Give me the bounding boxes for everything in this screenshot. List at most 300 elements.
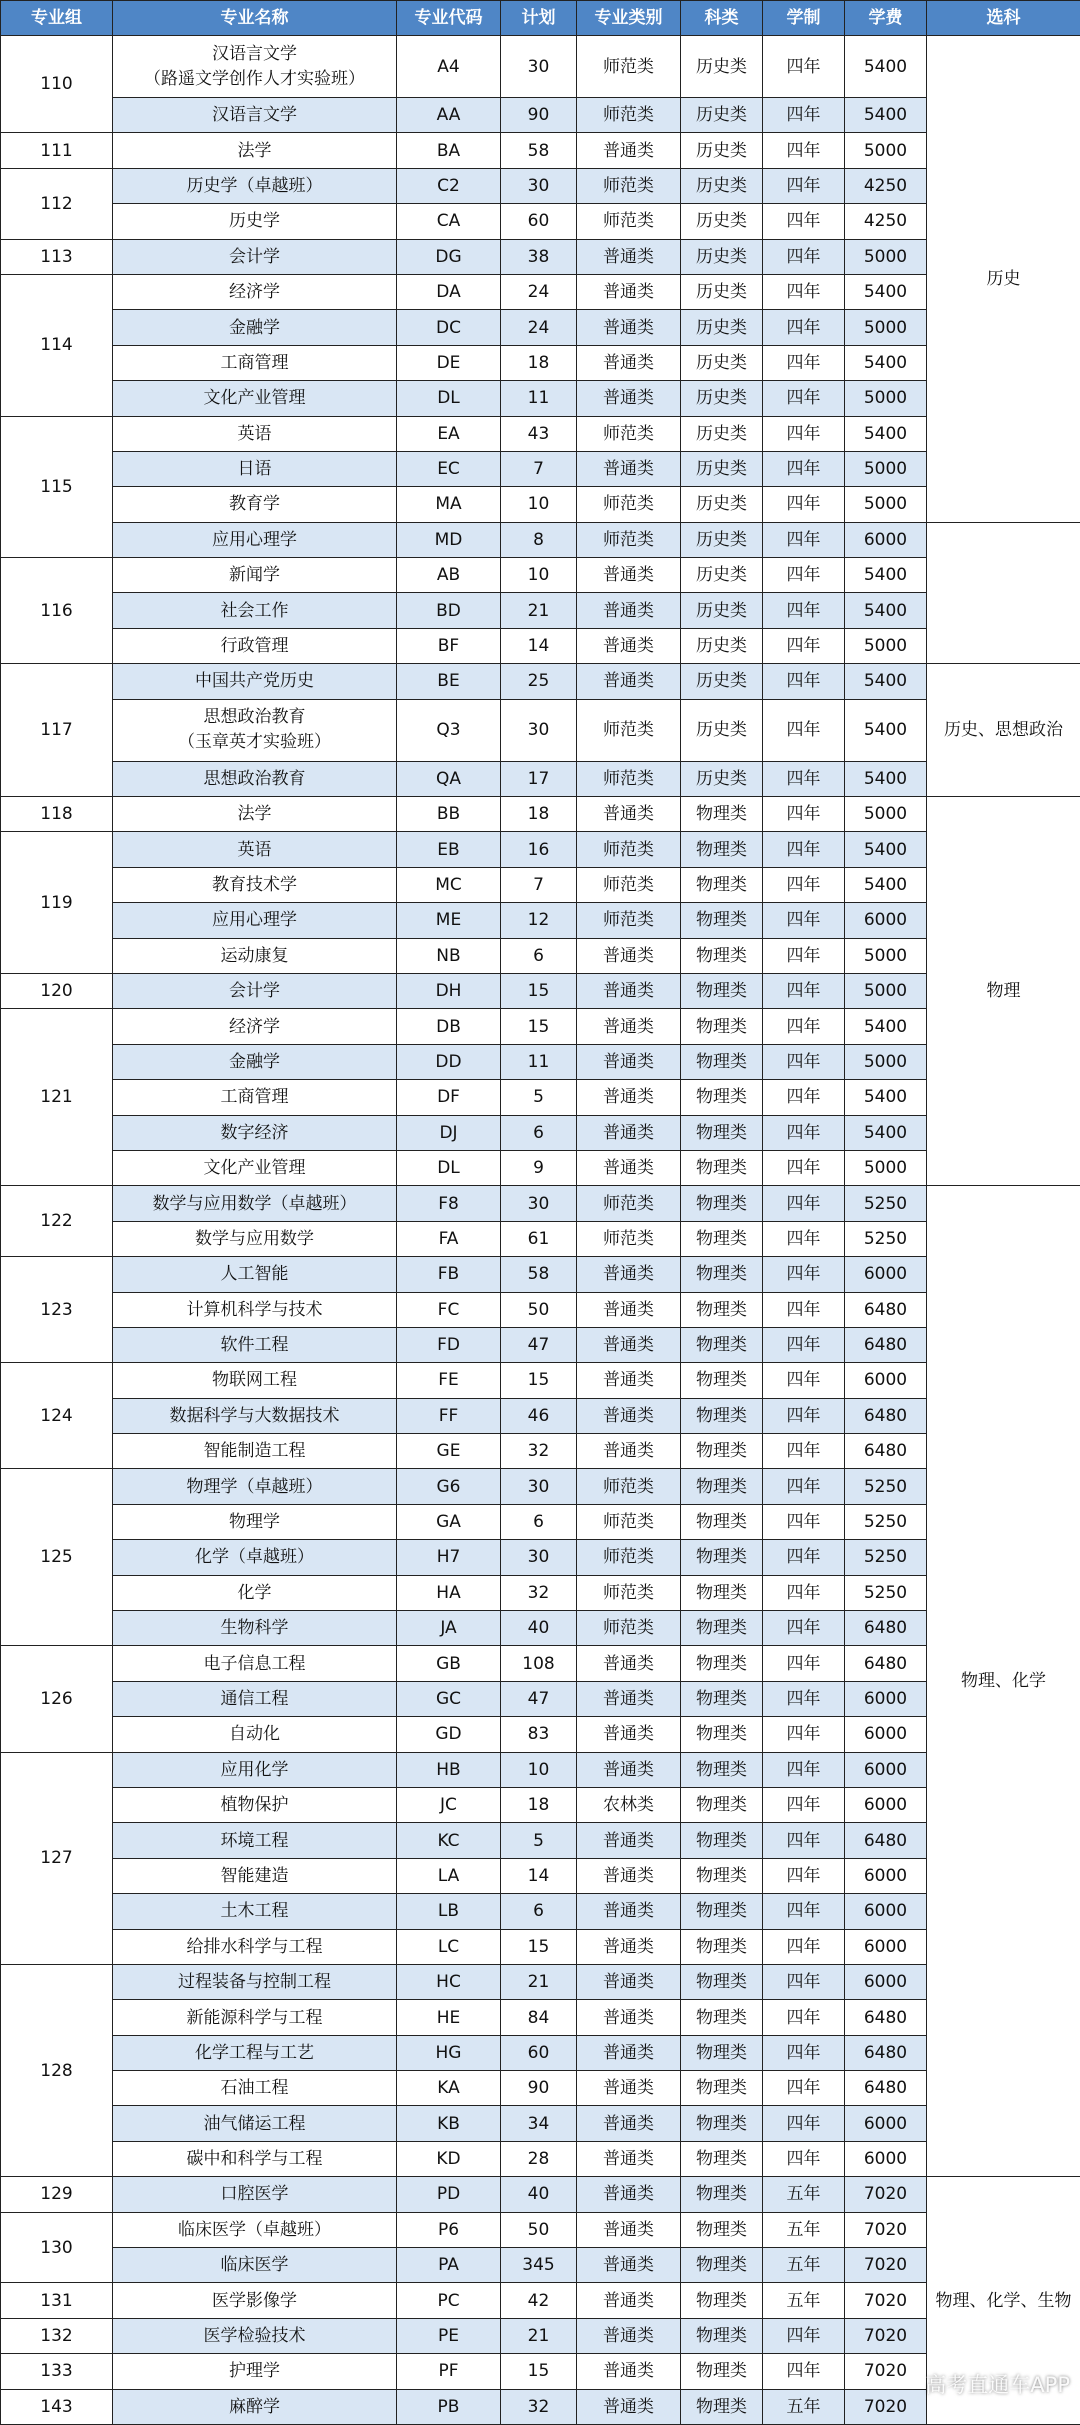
table-row: [1, 1787, 1080, 1822]
group-number-cell: 128: [1, 1964, 113, 2176]
duration-cell: 四年: [763, 903, 845, 938]
subject-type-cell: 物理类: [681, 2354, 763, 2389]
major-code-cell: BD: [397, 593, 501, 628]
table-row: [1, 2177, 1080, 2212]
header-tuition: 学费: [845, 1, 927, 36]
group-number-cell: 118: [1, 797, 113, 832]
major-category-cell: 普通类: [577, 2318, 681, 2353]
major-name-cell: 智能制造工程: [113, 1434, 397, 1469]
major-name-cell: 口腔医学: [113, 2177, 397, 2212]
major-category-cell: 农林类: [577, 1787, 681, 1822]
subject-type-cell: 物理类: [681, 1540, 763, 1575]
duration-cell: 四年: [763, 628, 845, 663]
table-row: [1, 628, 1080, 663]
plan-count-cell: 18: [501, 1787, 577, 1822]
plan-count-cell: 8: [501, 522, 577, 557]
major-code-cell: FC: [397, 1292, 501, 1327]
tuition-cell: 5400: [845, 1115, 927, 1150]
major-code-cell: DG: [397, 239, 501, 274]
table-row: [1, 1398, 1080, 1433]
duration-cell: 四年: [763, 973, 845, 1008]
tuition-cell: 4250: [845, 168, 927, 203]
subject-type-cell: 物理类: [681, 2000, 763, 2035]
group-number-cell: 126: [1, 1646, 113, 1752]
plan-count-cell: 90: [501, 2071, 577, 2106]
group-number-cell: 127: [1, 1752, 113, 1964]
table-row: [1, 2354, 1080, 2389]
major-code-cell: EC: [397, 451, 501, 486]
table-row: [1, 451, 1080, 486]
major-code-cell: KC: [397, 1823, 501, 1858]
major-category-cell: 师范类: [577, 1504, 681, 1539]
duration-cell: 四年: [763, 593, 845, 628]
table-row: [1, 1681, 1080, 1716]
plan-count-cell: 18: [501, 797, 577, 832]
major-code-cell: MC: [397, 867, 501, 902]
subject-type-cell: 物理类: [681, 2106, 763, 2141]
major-name-cell: 日语: [113, 451, 397, 486]
subject-type-cell: 物理类: [681, 1611, 763, 1646]
duration-cell: 四年: [763, 699, 845, 761]
major-category-cell: 普通类: [577, 558, 681, 593]
table-row: [1, 2389, 1080, 2424]
plan-count-cell: 30: [501, 1540, 577, 1575]
major-category-cell: 普通类: [577, 1080, 681, 1115]
major-category-cell: 普通类: [577, 628, 681, 663]
plan-count-cell: 38: [501, 239, 577, 274]
major-category-cell: 师范类: [577, 36, 681, 98]
group-number-cell: 124: [1, 1363, 113, 1469]
table-row: [1, 1717, 1080, 1752]
tuition-cell: 6000: [845, 1257, 927, 1292]
major-name-cell: 医学检验技术: [113, 2318, 397, 2353]
major-category-cell: 普通类: [577, 797, 681, 832]
plan-count-cell: 10: [501, 558, 577, 593]
table-row: [1, 664, 1080, 699]
duration-cell: 五年: [763, 2212, 845, 2247]
major-code-cell: ME: [397, 903, 501, 938]
major-category-cell: 师范类: [577, 832, 681, 867]
plan-count-cell: 9: [501, 1150, 577, 1185]
table-row: [1, 761, 1080, 796]
duration-cell: 四年: [763, 1150, 845, 1185]
group-number-cell: 117: [1, 664, 113, 797]
subject-type-cell: 物理类: [681, 1186, 763, 1221]
table-row: [1, 593, 1080, 628]
subject-type-cell: 物理类: [681, 1823, 763, 1858]
major-name-cell: 数学与应用数学: [113, 1221, 397, 1256]
major-category-cell: 普通类: [577, 239, 681, 274]
major-code-cell: F8: [397, 1186, 501, 1221]
major-code-cell: Q3: [397, 699, 501, 761]
plan-count-cell: 12: [501, 903, 577, 938]
table-row: [1, 867, 1080, 902]
duration-cell: 四年: [763, 2000, 845, 2035]
duration-cell: 四年: [763, 1044, 845, 1079]
subject-type-cell: 物理类: [681, 2035, 763, 2070]
header-major-code: 专业代码: [397, 1, 501, 36]
tuition-cell: 5400: [845, 98, 927, 133]
table-row: [1, 1646, 1080, 1681]
major-category-cell: 普通类: [577, 1327, 681, 1362]
major-code-cell: JA: [397, 1611, 501, 1646]
major-category-cell: 普通类: [577, 1894, 681, 1929]
major-name-cell: 金融学: [113, 1044, 397, 1079]
plan-count-cell: 5: [501, 1080, 577, 1115]
subject-type-cell: 物理类: [681, 1398, 763, 1433]
tuition-cell: 5000: [845, 797, 927, 832]
major-name-cell: 会计学: [113, 973, 397, 1008]
subject-type-cell: 物理类: [681, 1964, 763, 1999]
subject-type-cell: 物理类: [681, 1009, 763, 1044]
major-code-cell: FA: [397, 1221, 501, 1256]
major-name-cell: 护理学: [113, 2354, 397, 2389]
tuition-cell: 5000: [845, 1150, 927, 1185]
major-name-cell: 会计学: [113, 239, 397, 274]
duration-cell: 四年: [763, 1787, 845, 1822]
table-row: [1, 1504, 1080, 1539]
major-name-cell: 金融学: [113, 310, 397, 345]
table-row: [1, 1540, 1080, 1575]
subject-type-cell: 物理类: [681, 1327, 763, 1362]
major-code-cell: DE: [397, 345, 501, 380]
major-category-cell: 普通类: [577, 2248, 681, 2283]
major-name-cell: 教育学: [113, 487, 397, 522]
plan-count-cell: 5: [501, 1823, 577, 1858]
major-name-cell: 土木工程: [113, 1894, 397, 1929]
plan-count-cell: 21: [501, 1964, 577, 1999]
table-row: [1, 1044, 1080, 1079]
table-row: [1, 1929, 1080, 1964]
subject-type-cell: 历史类: [681, 381, 763, 416]
major-name-cell: 麻醉学: [113, 2389, 397, 2424]
duration-cell: 四年: [763, 2354, 845, 2389]
duration-cell: 四年: [763, 168, 845, 203]
table-row: [1, 2106, 1080, 2141]
duration-cell: 四年: [763, 1929, 845, 1964]
plan-count-cell: 6: [501, 1504, 577, 1539]
duration-cell: 四年: [763, 1080, 845, 1115]
major-name-cell: 中国共产党历史: [113, 664, 397, 699]
major-name-cell: 数学与应用数学（卓越班）: [113, 1186, 397, 1221]
major-category-cell: 普通类: [577, 2000, 681, 2035]
major-category-cell: 普通类: [577, 451, 681, 486]
major-name-cell: 临床医学: [113, 2248, 397, 2283]
duration-cell: 四年: [763, 1504, 845, 1539]
tuition-cell: 5400: [845, 832, 927, 867]
group-number-cell: 130: [1, 2212, 113, 2283]
major-name-cell: 文化产业管理: [113, 1150, 397, 1185]
duration-cell: 五年: [763, 2389, 845, 2424]
major-name-cell: 思想政治教育 （玉章英才实验班）: [113, 699, 397, 761]
duration-cell: 四年: [763, 1434, 845, 1469]
tuition-cell: 5250: [845, 1540, 927, 1575]
duration-cell: 四年: [763, 1469, 845, 1504]
table-row: [1, 1150, 1080, 1185]
duration-cell: 四年: [763, 1009, 845, 1044]
duration-cell: 四年: [763, 1717, 845, 1752]
plan-count-cell: 6: [501, 1115, 577, 1150]
tuition-cell: 5250: [845, 1221, 927, 1256]
major-code-cell: DA: [397, 274, 501, 309]
group-number-cell: 123: [1, 1257, 113, 1363]
plan-count-cell: 47: [501, 1681, 577, 1716]
major-code-cell: H7: [397, 1540, 501, 1575]
major-name-cell: 通信工程: [113, 1681, 397, 1716]
tuition-cell: 6480: [845, 1398, 927, 1433]
subject-type-cell: 历史类: [681, 416, 763, 451]
duration-cell: 四年: [763, 381, 845, 416]
subject-type-cell: 物理类: [681, 973, 763, 1008]
major-code-cell: FD: [397, 1327, 501, 1362]
major-name-cell: 医学影像学: [113, 2283, 397, 2318]
major-category-cell: 普通类: [577, 1646, 681, 1681]
major-code-cell: GC: [397, 1681, 501, 1716]
major-name-cell: 运动康复: [113, 938, 397, 973]
major-name-cell: 油气储运工程: [113, 2106, 397, 2141]
major-name-cell: 英语: [113, 832, 397, 867]
group-number-cell: 112: [1, 168, 113, 239]
group-number-cell: 115: [1, 416, 113, 558]
plan-count-cell: 40: [501, 1611, 577, 1646]
tuition-cell: 6480: [845, 1292, 927, 1327]
table-row: [1, 2283, 1080, 2318]
major-category-cell: 普通类: [577, 381, 681, 416]
major-code-cell: MA: [397, 487, 501, 522]
tuition-cell: 7020: [845, 2283, 927, 2318]
subject-type-cell: 物理类: [681, 2071, 763, 2106]
table-row: [1, 938, 1080, 973]
major-code-cell: PE: [397, 2318, 501, 2353]
major-name-cell: 新能源科学与工程: [113, 2000, 397, 2035]
major-code-cell: DJ: [397, 1115, 501, 1150]
major-code-cell: HE: [397, 2000, 501, 2035]
subject-type-cell: 历史类: [681, 761, 763, 796]
plan-count-cell: 30: [501, 1469, 577, 1504]
major-category-cell: 师范类: [577, 204, 681, 239]
subject-type-cell: 历史类: [681, 558, 763, 593]
table-row: [1, 1327, 1080, 1362]
table-row: [1, 133, 1080, 168]
tuition-cell: 6000: [845, 1717, 927, 1752]
major-name-cell: 历史学: [113, 204, 397, 239]
group-number-cell: 111: [1, 133, 113, 168]
major-category-cell: 师范类: [577, 487, 681, 522]
major-name-cell: 软件工程: [113, 1327, 397, 1362]
major-code-cell: NB: [397, 938, 501, 973]
subject-type-cell: 历史类: [681, 699, 763, 761]
tuition-cell: 6000: [845, 1929, 927, 1964]
duration-cell: 四年: [763, 1752, 845, 1787]
duration-cell: 四年: [763, 133, 845, 168]
tuition-cell: 4250: [845, 204, 927, 239]
major-code-cell: A4: [397, 36, 501, 98]
major-name-cell: 化学: [113, 1575, 397, 1610]
table-row: [1, 1221, 1080, 1256]
table-row: [1, 239, 1080, 274]
major-name-cell: 物理学（卓越班）: [113, 1469, 397, 1504]
major-category-cell: 师范类: [577, 1186, 681, 1221]
duration-cell: 五年: [763, 2177, 845, 2212]
major-category-cell: 普通类: [577, 1434, 681, 1469]
plan-count-cell: 7: [501, 451, 577, 486]
table-row: [1, 2071, 1080, 2106]
plan-count-cell: 15: [501, 973, 577, 1008]
major-code-cell: PC: [397, 2283, 501, 2318]
major-category-cell: 普通类: [577, 1292, 681, 1327]
subject-type-cell: 历史类: [681, 133, 763, 168]
major-category-cell: 普通类: [577, 664, 681, 699]
major-category-cell: 普通类: [577, 1398, 681, 1433]
tuition-cell: 6480: [845, 1434, 927, 1469]
group-number-cell: 114: [1, 274, 113, 416]
major-name-cell: 化学工程与工艺: [113, 2035, 397, 2070]
major-name-cell: 数据科学与大数据技术: [113, 1398, 397, 1433]
tuition-cell: 5250: [845, 1186, 927, 1221]
major-category-cell: 师范类: [577, 98, 681, 133]
required-subjects-cell: 物理: [927, 797, 1080, 1186]
tuition-cell: 5000: [845, 451, 927, 486]
major-name-cell: 植物保护: [113, 1787, 397, 1822]
major-code-cell: HG: [397, 2035, 501, 2070]
plan-count-cell: 90: [501, 98, 577, 133]
plan-count-cell: 10: [501, 487, 577, 522]
major-code-cell: MD: [397, 522, 501, 557]
tuition-cell: 5400: [845, 36, 927, 98]
major-name-cell: 电子信息工程: [113, 1646, 397, 1681]
major-code-cell: QA: [397, 761, 501, 796]
table-row: [1, 797, 1080, 832]
subject-type-cell: 物理类: [681, 1257, 763, 1292]
subject-type-cell: 物理类: [681, 2177, 763, 2212]
duration-cell: 四年: [763, 204, 845, 239]
tuition-cell: 6480: [845, 1646, 927, 1681]
subject-type-cell: 物理类: [681, 1752, 763, 1787]
major-code-cell: C2: [397, 168, 501, 203]
group-number-cell: 132: [1, 2318, 113, 2353]
plan-count-cell: 60: [501, 204, 577, 239]
subject-type-cell: 物理类: [681, 1044, 763, 1079]
table-row: [1, 1894, 1080, 1929]
table-row: [1, 1186, 1080, 1221]
tuition-cell: 5000: [845, 1044, 927, 1079]
duration-cell: 四年: [763, 451, 845, 486]
subject-type-cell: 物理类: [681, 2318, 763, 2353]
subject-type-cell: 物理类: [681, 797, 763, 832]
tuition-cell: 7020: [845, 2212, 927, 2247]
tuition-cell: 5000: [845, 310, 927, 345]
major-code-cell: DB: [397, 1009, 501, 1044]
required-subjects-cell: 历史: [927, 36, 1080, 523]
subject-type-cell: 物理类: [681, 1150, 763, 1185]
plan-count-cell: 18: [501, 345, 577, 380]
group-number-cell: 143: [1, 2389, 113, 2424]
major-category-cell: 师范类: [577, 1221, 681, 1256]
subject-type-cell: 物理类: [681, 1292, 763, 1327]
table-row: [1, 1257, 1080, 1292]
major-name-cell: 历史学（卓越班）: [113, 168, 397, 203]
major-code-cell: BE: [397, 664, 501, 699]
major-category-cell: 普通类: [577, 133, 681, 168]
subject-type-cell: 物理类: [681, 1681, 763, 1716]
major-code-cell: DH: [397, 973, 501, 1008]
tuition-cell: 6000: [845, 1858, 927, 1893]
plan-count-cell: 43: [501, 416, 577, 451]
subject-type-cell: 历史类: [681, 451, 763, 486]
major-code-cell: LC: [397, 1929, 501, 1964]
subject-type-cell: 物理类: [681, 1221, 763, 1256]
plan-count-cell: 24: [501, 274, 577, 309]
major-category-cell: 师范类: [577, 1469, 681, 1504]
plan-count-cell: 17: [501, 761, 577, 796]
header-major-category: 专业类别: [577, 1, 681, 36]
major-name-cell: 汉语言文学: [113, 98, 397, 133]
required-subjects-cell: 历史、思想政治: [927, 664, 1080, 797]
tuition-cell: 5000: [845, 487, 927, 522]
major-category-cell: 师范类: [577, 1540, 681, 1575]
plan-count-cell: 28: [501, 2141, 577, 2176]
table-row: [1, 1752, 1080, 1787]
plan-count-cell: 50: [501, 1292, 577, 1327]
table-row: [1, 1434, 1080, 1469]
major-code-cell: HB: [397, 1752, 501, 1787]
plan-count-cell: 15: [501, 1929, 577, 1964]
major-category-cell: 师范类: [577, 1611, 681, 1646]
major-code-cell: EB: [397, 832, 501, 867]
duration-cell: 四年: [763, 1540, 845, 1575]
plan-count-cell: 345: [501, 2248, 577, 2283]
major-name-cell: 物联网工程: [113, 1363, 397, 1398]
major-code-cell: BB: [397, 797, 501, 832]
subject-type-cell: 物理类: [681, 1717, 763, 1752]
subject-type-cell: 历史类: [681, 664, 763, 699]
major-category-cell: 普通类: [577, 2177, 681, 2212]
major-code-cell: BF: [397, 628, 501, 663]
major-code-cell: LB: [397, 1894, 501, 1929]
table-row: [1, 1115, 1080, 1150]
duration-cell: 四年: [763, 2141, 845, 2176]
major-category-cell: 普通类: [577, 1752, 681, 1787]
major-name-cell: 自动化: [113, 1717, 397, 1752]
major-code-cell: HC: [397, 1964, 501, 1999]
duration-cell: 四年: [763, 1681, 845, 1716]
group-number-cell: 129: [1, 2177, 113, 2212]
major-name-cell: 环境工程: [113, 1823, 397, 1858]
major-code-cell: DL: [397, 1150, 501, 1185]
table-row: [1, 310, 1080, 345]
table-row: [1, 973, 1080, 1008]
major-category-cell: 普通类: [577, 2389, 681, 2424]
subject-type-cell: 物理类: [681, 1434, 763, 1469]
major-category-cell: 普通类: [577, 2035, 681, 2070]
table-row: [1, 558, 1080, 593]
duration-cell: 四年: [763, 239, 845, 274]
table-row: [1, 1611, 1080, 1646]
subject-type-cell: 物理类: [681, 1787, 763, 1822]
plan-count-cell: 42: [501, 2283, 577, 2318]
major-code-cell: FE: [397, 1363, 501, 1398]
subject-type-cell: 历史类: [681, 274, 763, 309]
major-code-cell: DC: [397, 310, 501, 345]
plan-count-cell: 30: [501, 168, 577, 203]
subject-type-cell: 历史类: [681, 593, 763, 628]
plan-count-cell: 58: [501, 133, 577, 168]
subject-type-cell: 物理类: [681, 1080, 763, 1115]
duration-cell: 四年: [763, 1257, 845, 1292]
table-row: [1, 2318, 1080, 2353]
major-name-cell: 应用心理学: [113, 522, 397, 557]
tuition-cell: 6480: [845, 1327, 927, 1362]
